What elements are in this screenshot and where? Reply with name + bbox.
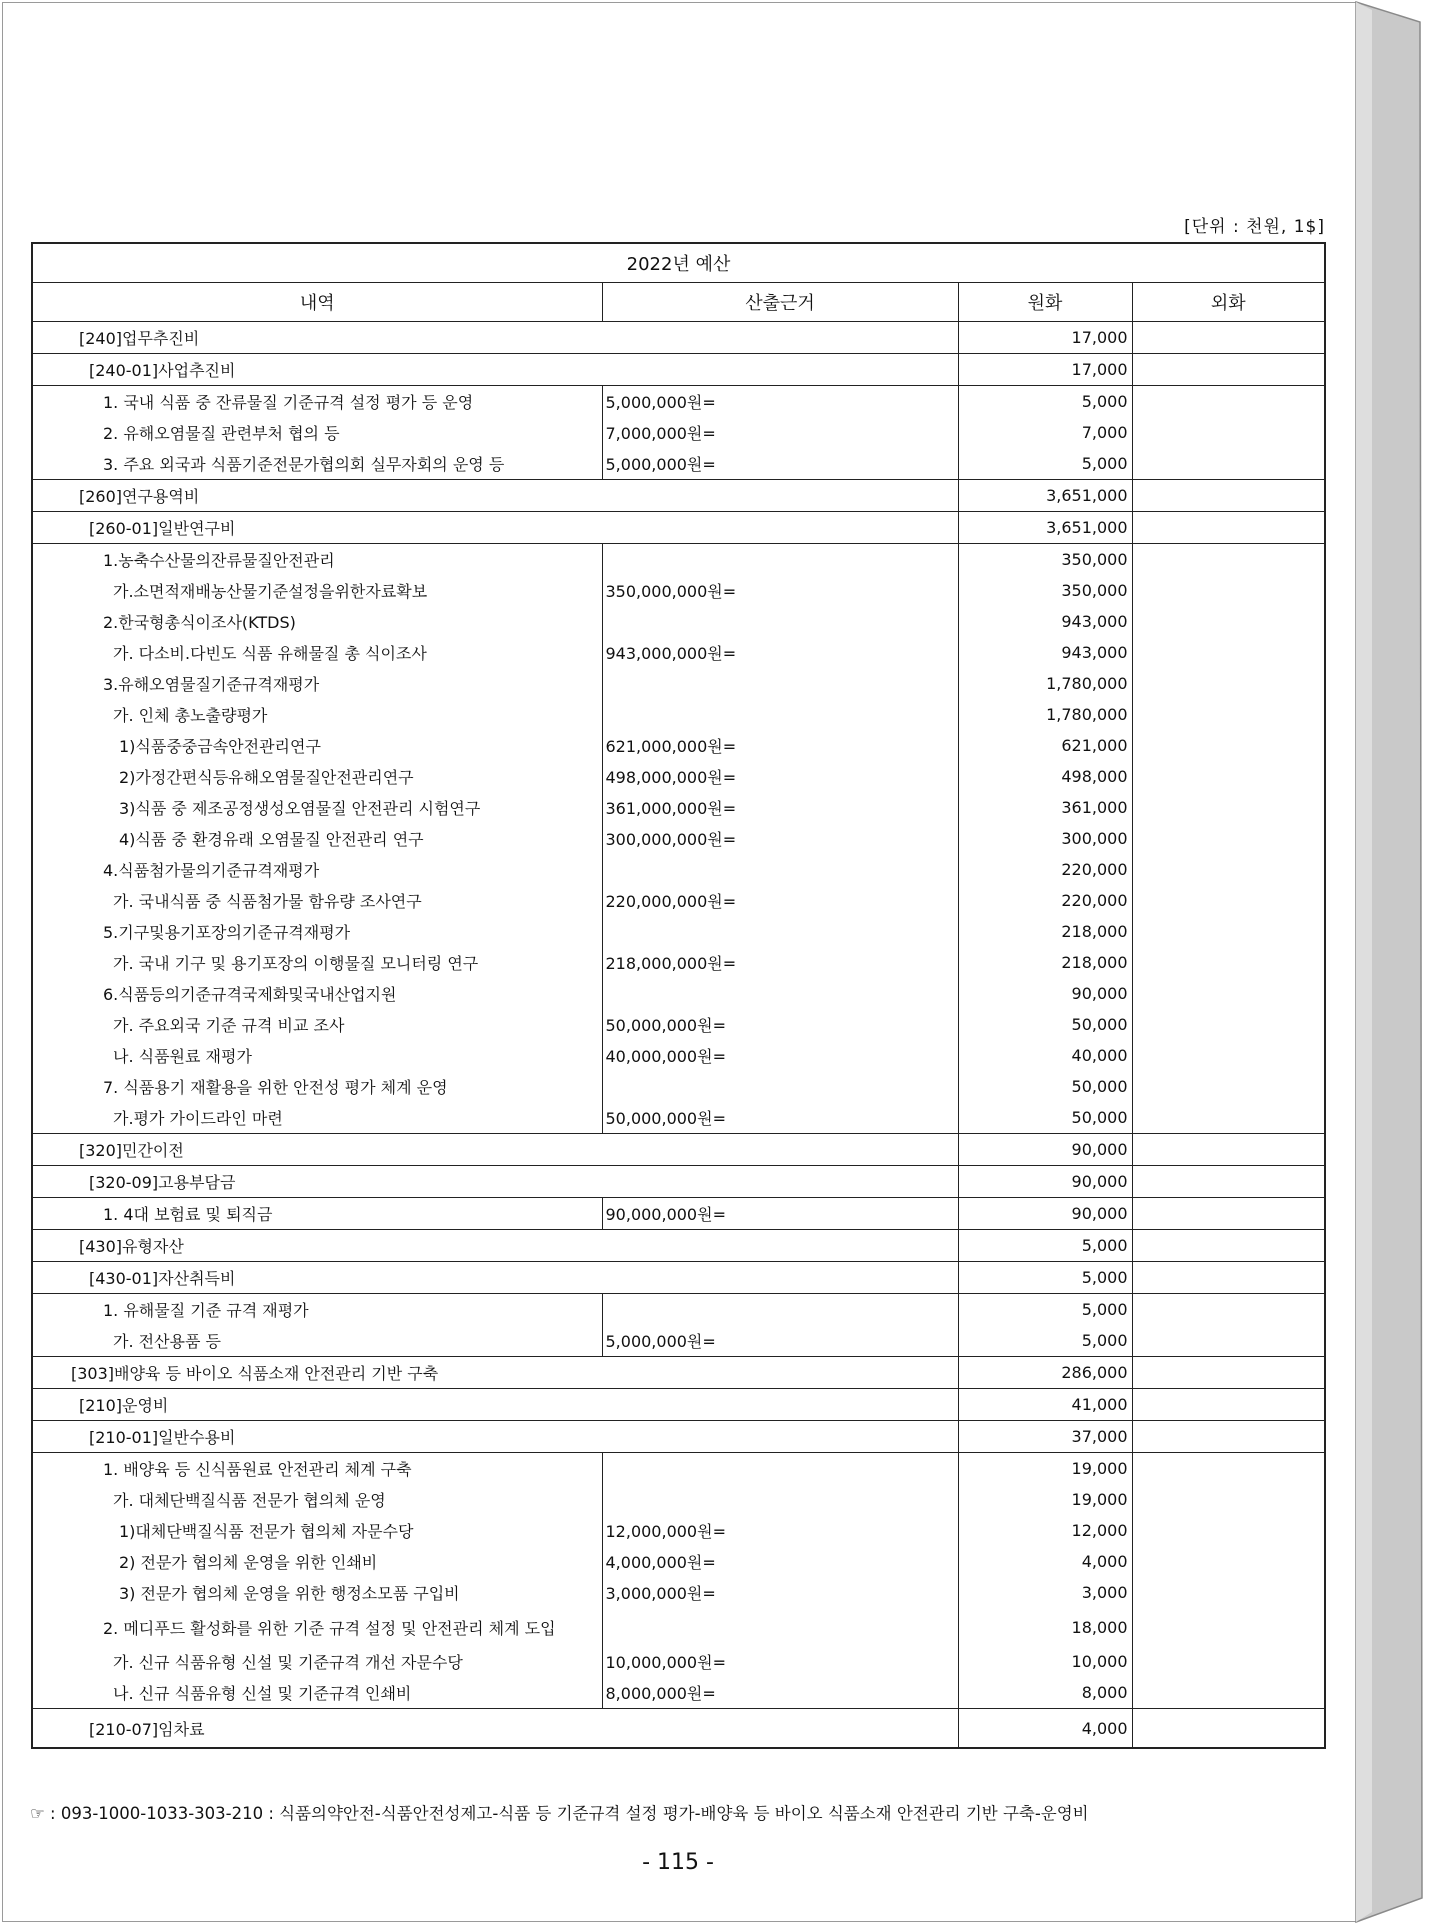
row-krw: 17,000 (958, 322, 1132, 354)
row-krw: 50,000 (958, 1102, 1132, 1134)
row-desc: 5.기구및용기포장의기준규격재평가 (32, 916, 602, 947)
row-krw: 350,000 (958, 575, 1132, 606)
row-fx (1132, 1677, 1325, 1709)
row-krw: 943,000 (958, 606, 1132, 637)
table-row (32, 730, 1325, 761)
table-row (32, 606, 1325, 637)
row-fx (1132, 699, 1325, 730)
row-fx (1132, 1198, 1325, 1230)
row-krw: 350,000 (958, 544, 1132, 576)
table-row (32, 1040, 1325, 1071)
row-desc: 가. 다소비.다빈도 식품 유해물질 총 식이조사 (32, 637, 602, 668)
row-desc: [430]유형자산 (32, 1230, 958, 1262)
table-row (32, 668, 1325, 699)
row-desc: 3. 주요 외국과 식품기준전문가협의회 실무자회의 운영 등 (32, 448, 602, 480)
row-krw: 8,000 (958, 1677, 1132, 1709)
table-row (32, 417, 1325, 448)
table-row (32, 1262, 1325, 1294)
table-row (32, 1709, 1325, 1749)
row-basis (602, 1608, 958, 1646)
row-krw: 498,000 (958, 761, 1132, 792)
table-row (32, 637, 1325, 668)
row-fx (1132, 1325, 1325, 1357)
row-fx (1132, 386, 1325, 418)
row-desc: [210-01]일반수용비 (32, 1421, 958, 1453)
row-desc: 1. 국내 식품 중 잔류물질 기준규격 설정 평가 등 운영 (32, 386, 602, 418)
row-desc: 1. 4대 보험료 및 퇴직금 (32, 1198, 602, 1230)
row-desc: 2. 메디푸드 활성화를 위한 기준 규격 설정 및 안전관리 체계 도입 (32, 1608, 602, 1646)
row-desc: 1. 유해물질 기준 규격 재평가 (32, 1294, 602, 1326)
row-fx (1132, 1166, 1325, 1198)
table-row (32, 854, 1325, 885)
row-desc: 가. 국내식품 중 식품첨가물 함유량 조사연구 (32, 885, 602, 916)
row-krw: 1,780,000 (958, 699, 1132, 730)
row-desc: 가.평가 가이드라인 마련 (32, 1102, 602, 1134)
row-krw: 19,000 (958, 1453, 1132, 1485)
row-desc: 가. 전산용품 등 (32, 1325, 602, 1357)
row-krw: 220,000 (958, 854, 1132, 885)
row-fx (1132, 916, 1325, 947)
row-krw: 50,000 (958, 1071, 1132, 1102)
table-row (32, 978, 1325, 1009)
row-desc: 6.식품등의기준규격국제화및국내산업지원 (32, 978, 602, 1009)
row-basis (602, 978, 958, 1009)
row-krw: 5,000 (958, 448, 1132, 480)
row-basis: 350,000,000원= (602, 575, 958, 606)
row-basis: 50,000,000원= (602, 1102, 958, 1134)
row-fx (1132, 668, 1325, 699)
row-desc: 3)식품 중 제조공정생성오염물질 안전관리 시험연구 (32, 792, 602, 823)
row-desc: [240-01]사업추진비 (32, 354, 958, 386)
row-krw: 5,000 (958, 1294, 1132, 1326)
row-desc: 1)대체단백질식품 전문가 협의체 자문수당 (32, 1515, 602, 1546)
table-row (32, 448, 1325, 480)
row-fx (1132, 480, 1325, 512)
row-basis (602, 668, 958, 699)
row-fx (1132, 1577, 1325, 1608)
row-basis: 220,000,000원= (602, 885, 958, 916)
table-row (32, 480, 1325, 512)
row-basis: 4,000,000원= (602, 1546, 958, 1577)
row-fx (1132, 730, 1325, 761)
row-basis: 498,000,000원= (602, 761, 958, 792)
row-krw: 37,000 (958, 1421, 1132, 1453)
budget-table (31, 242, 1326, 1749)
row-fx (1132, 1262, 1325, 1294)
row-krw: 90,000 (958, 1134, 1132, 1166)
row-fx (1132, 885, 1325, 916)
table-row (32, 699, 1325, 730)
row-desc: [210]운영비 (32, 1389, 958, 1421)
row-basis (602, 544, 958, 576)
table-row (32, 823, 1325, 854)
row-basis: 300,000,000원= (602, 823, 958, 854)
row-fx (1132, 1709, 1325, 1749)
row-basis: 5,000,000원= (602, 386, 958, 418)
row-fx (1132, 544, 1325, 576)
row-basis: 361,000,000원= (602, 792, 958, 823)
row-fx (1132, 1009, 1325, 1040)
row-krw: 17,000 (958, 354, 1132, 386)
row-krw: 286,000 (958, 1357, 1132, 1389)
row-desc: [240]업무추진비 (32, 322, 958, 354)
table-row (32, 1421, 1325, 1453)
table-row (32, 354, 1325, 386)
row-fx (1132, 1071, 1325, 1102)
table-row (32, 1389, 1325, 1421)
row-fx (1132, 1134, 1325, 1166)
row-desc: 나. 신규 식품유형 신설 및 기준규격 인쇄비 (32, 1677, 602, 1709)
table-row (32, 1102, 1325, 1134)
table-row (32, 1608, 1325, 1646)
row-fx (1132, 417, 1325, 448)
row-desc: 가. 주요외국 기준 규격 비교 조사 (32, 1009, 602, 1040)
row-desc: 4)식품 중 환경유래 오염물질 안전관리 연구 (32, 823, 602, 854)
row-fx (1132, 637, 1325, 668)
table-row (32, 1166, 1325, 1198)
row-basis (602, 1484, 958, 1515)
table-row (32, 1577, 1325, 1608)
row-basis: 40,000,000원= (602, 1040, 958, 1071)
row-fx (1132, 1646, 1325, 1677)
row-krw: 18,000 (958, 1608, 1132, 1646)
row-desc: 1. 배양육 등 신식품원료 안전관리 체계 구축 (32, 1453, 602, 1485)
row-fx (1132, 1421, 1325, 1453)
table-row (32, 1546, 1325, 1577)
table-row (32, 1325, 1325, 1357)
row-desc: 2) 전문가 협의체 운영을 위한 인쇄비 (32, 1546, 602, 1577)
table-row (32, 1294, 1325, 1326)
unit-label: [단위 : 천원, 1$] (1184, 217, 1325, 237)
row-desc: 2. 유해오염물질 관련부처 협의 등 (32, 417, 602, 448)
row-krw: 218,000 (958, 947, 1132, 978)
row-fx (1132, 512, 1325, 544)
row-fx (1132, 761, 1325, 792)
table-row (32, 544, 1325, 576)
row-krw: 361,000 (958, 792, 1132, 823)
row-krw: 90,000 (958, 1166, 1132, 1198)
row-fx (1132, 1102, 1325, 1134)
table-row (32, 1677, 1325, 1709)
row-desc: 1)식품중중금속안전관리연구 (32, 730, 602, 761)
row-krw: 19,000 (958, 1484, 1132, 1515)
row-desc: 1.농축수산물의잔류물질안전관리 (32, 544, 602, 576)
row-fx (1132, 1040, 1325, 1071)
row-desc: 4.식품첨가물의기준규격재평가 (32, 854, 602, 885)
row-krw: 218,000 (958, 916, 1132, 947)
row-desc: [430-01]자산취득비 (32, 1262, 958, 1294)
table-row (32, 575, 1325, 606)
row-krw: 621,000 (958, 730, 1132, 761)
row-desc: 가. 국내 기구 및 용기포장의 이행물질 모니터링 연구 (32, 947, 602, 978)
row-krw: 5,000 (958, 1325, 1132, 1357)
row-desc: 3.유해오염물질기준규격재평가 (32, 668, 602, 699)
row-krw: 300,000 (958, 823, 1132, 854)
row-krw: 1,780,000 (958, 668, 1132, 699)
row-fx (1132, 354, 1325, 386)
row-fx (1132, 1546, 1325, 1577)
col-header-krw: 원화 (958, 283, 1132, 322)
row-fx (1132, 1608, 1325, 1646)
row-krw: 90,000 (958, 978, 1132, 1009)
row-krw: 5,000 (958, 1262, 1132, 1294)
row-basis (602, 854, 958, 885)
row-desc: [320-09]고용부담금 (32, 1166, 958, 1198)
table-row (32, 1134, 1325, 1166)
row-krw: 4,000 (958, 1709, 1132, 1749)
row-desc: 가.소면적재배농산물기준설정을위한자료확보 (32, 575, 602, 606)
table-row (32, 792, 1325, 823)
row-basis: 5,000,000원= (602, 448, 958, 480)
row-desc: [260]연구용역비 (32, 480, 958, 512)
row-krw: 4,000 (958, 1546, 1132, 1577)
row-krw: 5,000 (958, 386, 1132, 418)
row-fx (1132, 1484, 1325, 1515)
row-krw: 90,000 (958, 1198, 1132, 1230)
table-row (32, 761, 1325, 792)
row-krw: 943,000 (958, 637, 1132, 668)
row-basis: 50,000,000원= (602, 1009, 958, 1040)
row-krw: 50,000 (958, 1009, 1132, 1040)
footnote: ☞ : 093-1000-1033-303-210 : 식품의약안전-식품안전성제고-식품 등 기준규격 설정 평가-배양육 등 바이오 식품소재 안전관리 기반 구축-운영비 (30, 1804, 1089, 1823)
row-krw: 5,000 (958, 1230, 1132, 1262)
row-fx (1132, 448, 1325, 480)
table-row (32, 386, 1325, 418)
table-row (32, 916, 1325, 947)
row-fx (1132, 1357, 1325, 1389)
row-fx (1132, 823, 1325, 854)
row-basis: 5,000,000원= (602, 1325, 958, 1357)
row-krw: 41,000 (958, 1389, 1132, 1421)
row-basis (602, 1071, 958, 1102)
row-desc: 가. 인체 총노출량평가 (32, 699, 602, 730)
row-krw: 12,000 (958, 1515, 1132, 1546)
row-krw: 220,000 (958, 885, 1132, 916)
row-desc: 2)가정간편식등유해오염물질안전관리연구 (32, 761, 602, 792)
row-krw: 10,000 (958, 1646, 1132, 1677)
row-desc: 가. 대체단백질식품 전문가 협의체 운영 (32, 1484, 602, 1515)
row-basis (602, 606, 958, 637)
row-desc: [260-01]일반연구비 (32, 512, 958, 544)
row-basis (602, 699, 958, 730)
table-row (32, 1009, 1325, 1040)
row-desc: 나. 식품원료 재평가 (32, 1040, 602, 1071)
row-krw: 3,651,000 (958, 480, 1132, 512)
row-basis: 12,000,000원= (602, 1515, 958, 1546)
row-fx (1132, 606, 1325, 637)
col-header-fx: 외화 (1132, 283, 1325, 322)
row-fx (1132, 854, 1325, 885)
col-header-basis: 산출근거 (602, 283, 958, 322)
year-budget-header: 2022년 예산 (32, 243, 1325, 283)
row-krw: 3,000 (958, 1577, 1132, 1608)
row-basis (602, 1453, 958, 1485)
row-desc: [210-07]임차료 (32, 1709, 958, 1749)
row-basis: 3,000,000원= (602, 1577, 958, 1608)
table-row (32, 1646, 1325, 1677)
row-basis (602, 916, 958, 947)
row-desc: [303]배양육 등 바이오 식품소재 안전관리 기반 구축 (32, 1357, 958, 1389)
row-desc: [320]민간이전 (32, 1134, 958, 1166)
row-basis: 10,000,000원= (602, 1646, 958, 1677)
row-basis: 218,000,000원= (602, 947, 958, 978)
table-row (32, 512, 1325, 544)
row-basis: 621,000,000원= (602, 730, 958, 761)
row-basis (602, 1294, 958, 1326)
row-fx (1132, 1389, 1325, 1421)
row-fx (1132, 1294, 1325, 1326)
row-fx (1132, 1515, 1325, 1546)
row-fx (1132, 792, 1325, 823)
table-row (32, 947, 1325, 978)
row-fx (1132, 978, 1325, 1009)
row-fx (1132, 322, 1325, 354)
table-row (32, 1484, 1325, 1515)
row-basis: 90,000,000원= (602, 1198, 958, 1230)
row-krw: 3,651,000 (958, 512, 1132, 544)
row-desc: 2.한국형총식이조사(KTDS) (32, 606, 602, 637)
page-number: - 115 - (642, 1850, 714, 1875)
table-row (32, 885, 1325, 916)
row-fx (1132, 947, 1325, 978)
col-header-desc: 내역 (32, 283, 602, 322)
row-krw: 7,000 (958, 417, 1132, 448)
row-basis: 7,000,000원= (602, 417, 958, 448)
row-krw: 40,000 (958, 1040, 1132, 1071)
table-row (32, 322, 1325, 354)
row-basis: 943,000,000원= (602, 637, 958, 668)
row-fx (1132, 1453, 1325, 1485)
table-row (32, 1198, 1325, 1230)
row-fx (1132, 575, 1325, 606)
row-basis: 8,000,000원= (602, 1677, 958, 1709)
table-row (32, 1515, 1325, 1546)
row-fx (1132, 1230, 1325, 1262)
table-row (32, 1230, 1325, 1262)
row-desc: 7. 식품용기 재활용을 위한 안전성 평가 체계 운영 (32, 1071, 602, 1102)
table-row (32, 1357, 1325, 1389)
table-row (32, 1071, 1325, 1102)
table-row (32, 1453, 1325, 1485)
row-desc: 3) 전문가 협의체 운영을 위한 행정소모품 구입비 (32, 1577, 602, 1608)
row-desc: 가. 신규 식품유형 신설 및 기준규격 개선 자문수당 (32, 1646, 602, 1677)
